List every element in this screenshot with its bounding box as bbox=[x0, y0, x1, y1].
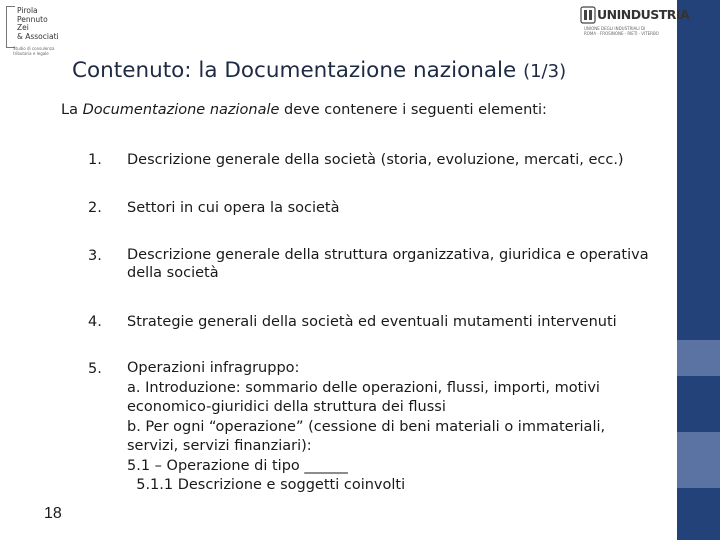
unindustria-brand: UNINDUSTRIA bbox=[597, 7, 690, 22]
list-item-text bbox=[127, 246, 667, 282]
list-item-line: Descrizione generale della struttura organizzativa, giuridica e operativa bbox=[127, 247, 649, 263]
intro-before: La bbox=[61, 102, 83, 118]
firm-logo-line: Pennuto bbox=[17, 14, 48, 24]
list-item-number: 1. bbox=[88, 152, 102, 168]
list-item-number: 5. bbox=[88, 361, 102, 377]
subtitle-line: ROMA · FROSINONE · RIETI · VITERBO bbox=[584, 31, 659, 36]
unindustria-subtitle bbox=[584, 26, 672, 36]
slide-title bbox=[72, 58, 672, 83]
list-item-text bbox=[127, 359, 667, 496]
list-item-line: b. Per ogni “operazione” (cessione di beni materiali o immateriali, bbox=[127, 418, 606, 435]
firm-logo-tagline bbox=[13, 46, 54, 56]
list-item-line: Settori in cui opera la società bbox=[127, 200, 340, 216]
list-item-line: servizi, servizi finanziari): bbox=[127, 438, 312, 454]
list-item-text bbox=[127, 198, 667, 218]
tagline-line: tributaria e legale bbox=[13, 51, 49, 56]
list-item-line: Descrizione generale della società (storia, evoluzione, mercati, ecc.) bbox=[127, 152, 624, 168]
slide-title-text: Contenuto: la Documentazione nazionale bbox=[72, 58, 517, 83]
list-item-number: 2. bbox=[88, 200, 102, 216]
slide-title-page: (1/3) bbox=[523, 61, 567, 82]
firm-logo-line: Zei bbox=[17, 23, 29, 33]
list-item-line: 5.1.1 Descrizione e soggetti coinvolti bbox=[127, 477, 406, 493]
unindustria-logo bbox=[580, 6, 690, 42]
logo-bracket bbox=[6, 6, 15, 48]
intro-after: deve contenere i seguenti elementi: bbox=[279, 102, 547, 118]
intro-text bbox=[61, 102, 547, 118]
side-bar-tab bbox=[677, 432, 720, 488]
list-item-text bbox=[127, 150, 667, 170]
tagline-line: Studio di consulenza bbox=[13, 46, 55, 51]
firm-logo-line: Pirola bbox=[17, 6, 38, 15]
list-item-line: 5.1 – Operazione di tipo ______ bbox=[127, 457, 348, 474]
subtitle-line: UNIONE DEGLI INDUSTRIALI DI bbox=[584, 26, 646, 31]
list-item-text bbox=[127, 312, 667, 332]
page-number: 18 bbox=[44, 505, 62, 522]
firm-logo-names bbox=[17, 7, 59, 41]
list-item-number: 3. bbox=[88, 248, 102, 264]
list-item-number: 4. bbox=[88, 314, 102, 330]
unindustria-emblem-icon bbox=[580, 6, 596, 24]
intro-emphasis: Documentazione nazionale bbox=[82, 102, 280, 118]
list-item-line: della società bbox=[127, 265, 219, 281]
firm-logo-line: & Associati bbox=[17, 31, 59, 41]
firm-logo bbox=[6, 6, 66, 56]
side-bar-tab bbox=[677, 340, 720, 376]
list-item-line: economico-giuridici della struttura dei flussi bbox=[127, 399, 446, 415]
list-item-line: a. Introduzione: sommario delle operazioni, flussi, importi, motivi bbox=[127, 379, 600, 396]
list-item-line: Operazioni infragruppo: bbox=[127, 360, 300, 376]
list-item-line: Strategie generali della società ed eventuali mutamenti intervenuti bbox=[127, 314, 617, 330]
